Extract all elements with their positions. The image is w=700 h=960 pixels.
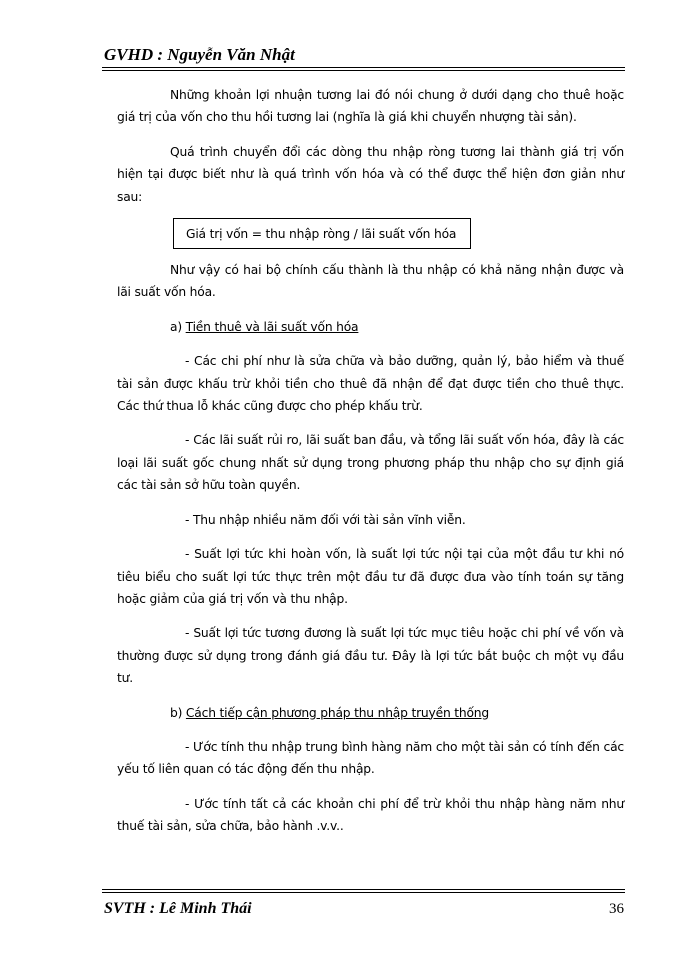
list-item: - Suất lợi tức tương đương là suất lợi tức mục tiêu hoặc chi phí về vốn và thường được sử dụng trong đánh giá đầu tư. Đây là lợi tức bắt buộc ch một vụ đầu tư. [117,626,624,686]
list-item: - Thu nhập nhiều năm đối với tài sản vĩnh viễn. [185,512,466,527]
footer-rule-double [102,892,625,893]
section-b-heading [170,702,624,724]
document-body [117,84,624,838]
footer-rule [102,889,625,890]
paragraph: Những khoản lợi nhuận tương lai đó nói chung ở dưới dạng cho thuê hoặc giá trị của vốn cho thu hồi tương lai (nghĩa là giá khi chuyển nhượng tài sản). [117,88,624,125]
list-item: - Các lãi suất rủi ro, lãi suất ban đầu, và tổng lãi suất vốn hóa, đây là các loại lãi suất gốc chung nhất sử dụng trong phương pháp thu nhập cho sự định giá các tài sản sở hữu toàn quyền. [117,433,624,493]
header-advisor: GVHD : Nguyễn Văn Nhật [104,45,295,64]
section-a-heading [170,316,624,338]
footer-student: SVTH : Lê Minh Thái [104,900,252,917]
section-a-prefix: a) [170,319,186,334]
list-item: - Các chi phí như là sửa chữa và bảo dưỡng, quản lý, bảo hiểm và thuế tài sản được khấu trừ khỏi tiền cho thuê đã nhận để đạt được tiền cho thuê thực. Các thứ thua lỗ khác cũng được cho phép khấu trừ. [117,354,624,414]
section-a-title: Tiền thuê và lãi suất vốn hóa [185,319,359,334]
paragraph: Như vậy có hai bộ chính cấu thành là thu nhập có khả năng nhận được và lãi suất vốn hóa. [117,263,624,300]
header-rule-double [102,70,625,71]
header-rule [102,67,625,68]
page-header [104,44,624,66]
page-number: 36 [609,901,624,917]
section-b-prefix: b) [170,705,186,720]
list-item: - Ước tính tất cả các khoản chi phí để trừ khỏi thu nhập hàng năm như thuế tài sản, sửa chữa, bảo hành .v.v.. [117,796,624,834]
paragraph: Quá trình chuyển đổi các dòng thu nhập ròng tương lai thành giá trị vốn hiện tại được biết như là quá trình vốn hóa và có thể được thể hiện đơn giản như sau: [117,144,624,204]
formula-box: Giá trị vốn = thu nhập ròng / lãi suất vốn hóa [173,218,471,249]
list-item: - Suất lợi tức khi hoàn vốn, là suất lợi tức nội tại của một đầu tư khi nó tiêu biểu cho suất lợi tức thực trên một đầu tư đã được đưa vào tính toán sự tăng hoặc giảm của giá trị vốn và thu nhập. [117,547,624,606]
section-b-title: Cách tiếp cận phương pháp thu nhập truyền thống [185,705,490,720]
list-item: - Ước tính thu nhập trung bình hàng năm cho một tài sản có tính đến các yếu tố liên quan có tác động đến thu nhập. [117,739,624,777]
